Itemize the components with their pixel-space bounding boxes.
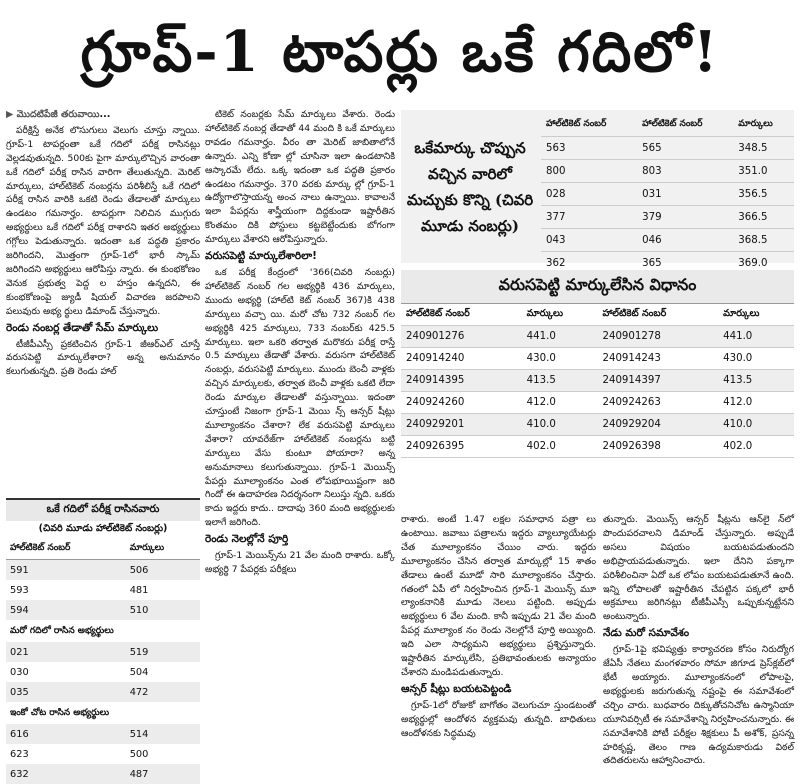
sequential-marks-title: వరుసపెట్టి మార్కులేసిన విధానం [401,270,794,304]
cell: 514 [126,724,200,744]
cell: 510 [126,600,200,620]
col4-para2: గ్రూప్‌-1పై భవిష్యత్తు కార్యాచరణ కోసం నిరుద్యోగ జేఏసీ నేతలు మంగళవారం సోమా జిగూడ ప్రెస్‌క్లబ్‌లో భేటీ అయ్యారు. మూల్యాంకనంలో లోపాలపై, అభ్యర్థులకు జరుగుతున్న నష్టంపై ఈ సమావేశంలో చర్చిం చారు. బుధవారం దిక్కుతోచనిచోట ఉస్మానియా యూనివర్సిటీ ఈ సమావేశాన్ని నిర్వహించనున్నారు. ఈ సమావేశానికి పోటీ పరీక్షల శిక్షకులు పీ అశోక్‌, ప్రసన్న హరికృష్ణ, తెలం గాణ ఉద్యమకారుడు విఠల్‌ తదితరులను ఆహ్వానించారు. [603,644,794,767]
cell: 591 [6,560,126,581]
cell: 351.0 [733,160,794,183]
col2-para1: టికెట్‌ నంబర్లకు సేమ్‌ మార్కులు వేశారు. రెండు హాల్‌టికెట్‌ నంబర్ల తేడాతో 44 మంది కి ఒకే మార్కులు రావడం గమనార్హం. వీరం తా మెరిట్‌ జాబితాలోనే ఉన్నారు. ఎన్ని కోణా ల్లో చూసినా ఇలా ఉండటానికి ఆస్కారమే లేదు. ఒక్క ఇదంతా ఒక పద్ధతి ప్రకారం ఉండటం గమనార్హం. 370 వరకు మార్కు ల్లో గ్రూప్‌-1 ఉద్యోగాలొస్తాయన్న అంచ నాలు ఉన్నాయి. కావాలనే ఇలా పేపర్లను శాస్త్రీయంగా దిద్దకుండా ఇష్టారీతిన కొంతమం దికి పోస్టులు కట్టబెట్టేందుకు బోగంగా మార్కులు వేశారని ఆరోపిస్తున్నారు. [205,109,395,246]
cell: 240929201 [401,414,522,436]
col-header: మార్కులు [718,304,794,326]
cell: 240914397 [597,370,718,392]
cell: 240914395 [401,370,522,392]
cell: 043 [541,229,637,252]
cell: 240901278 [597,326,718,348]
col3-para2: గ్రూప్‌-1లో రోజుకో బాగోతం వెలుగుచూ స్తుండటంతో అభ్యర్థుల్లో ఆందోళన వ్యక్తమవు తున్నది. బాధితులు ఆందోళనకు సిద్ధమవు [401,699,596,739]
cell: 240926395 [401,436,522,458]
cell: 021 [6,642,126,662]
cell: 362 [541,252,637,275]
cell: 565 [637,137,733,160]
cell: 369.0 [733,252,794,275]
cell: 441.0 [522,326,598,348]
cell: 413.5 [522,370,598,392]
col-header: మార్కులు [733,114,794,137]
col2-para3: గ్రూప్‌-1 మెయిన్స్‌ను 21 వేల మంది రాశారు. ఒక్కో అభ్యర్థి 7 పేపర్లకు పరీక్షలు [205,550,395,575]
cell: 563 [541,137,637,160]
cell: 441.0 [718,326,794,348]
cell: 240914243 [597,348,718,370]
cell: 430.0 [718,348,794,370]
headline: గ్రూప్‌-1 టాపర్లు ఒకే గదిలో! [80,19,720,85]
cell: 356.5 [733,183,794,206]
cell: 030 [10,666,29,678]
cell: 365 [637,252,733,275]
sequential-marks-box [401,270,794,458]
column-4 [603,513,794,768]
col2-para2: ఒక పరీక్ష కేంద్రంలో '366(చివరి నంబర్లు) హాల్‌టికెట్‌ నంబర్‌ గల అభ్యర్థికి 436 మార్కులు, ముందు అభ్యర్థి (హాల్‌టి కెట్‌ నంబర్‌ 367)కి 438 మార్కులు వచ్చా యి. మరో చోట 732 నంబర్‌ గల అభ్యర్థికి 425 మార్కులు, 733 నంబర్‌కు 425.5 మార్కులు. ఇలా ఒకరి తర్వాత మరొకరు పరీక్ష రాస్తే 0.5 మార్కులు తేడాతో వేశారు. వరుసగా హాల్‌టికెట్‌ నంబర్లు, వరుసపెట్టి మార్కులు. ముందు బెంచీ వాళ్లకు వచ్చిన మార్కులకు, తర్వాత బెంచీ వాళ్లకు ఒకటి లేదా రెండు మార్కుల తేడాలతో వస్తున్నాయి. ఇదంతా చూస్తుంటే నిజంగా గ్రూప్‌-1 మెయి న్స్‌ ఆన్సర్‌ షీట్లు మూల్యాంకనం చేశారా? లేక వరుసపెట్టి మార్కులు వేశారా? యావరేజ్‌గా హాల్‌టికెట్‌ నంబర్లను బట్టి మార్కులు వేసు కుంటూ పోయారా? అన్న అనుమానాలు కలుగుతున్నాయి. గ్రూప్‌-1 మెయిన్స్‌ పేపర్లు మూల్యాంకనం ఎంత లోపభూయిష్టంగా జరి గిందో ఈ ఉదాహరణ నిదర్శనంగా నిలుస్తు న్నది. ఒకరు కాదు ఇద్దరు కాదు.. దాదాపు 360 మంది అభ్యర్థులకు ఇలాగే జరిగింది. [205,266,395,529]
cell: 366.5 [733,206,794,229]
column-3 [401,513,596,741]
sequential-marks-table [401,304,794,458]
cell: 412.0 [718,392,794,414]
cell: 472 [126,682,200,702]
cell: 240924263 [597,392,718,414]
cell: 368.5 [733,229,794,252]
col-header: హాల్‌టికెట్‌ నంబర్‌ [6,539,126,560]
col1-subheading: రెండు నంబర్ల తేడాతో సేమ్‌ మార్కులు [6,321,159,334]
cell: 519 [126,642,200,662]
cell: 240926398 [597,436,718,458]
col-header: మార్కులు [126,539,200,560]
cell: 481 [129,584,149,596]
cell: 046 [637,229,733,252]
cell: 593 [10,584,29,596]
cell: 402.0 [522,436,598,458]
cell: 028 [541,183,637,206]
cell: 803 [637,160,733,183]
kicker-text: మొదటిపేజీ తరువాయి [16,109,100,120]
cell: 031 [637,183,733,206]
cell: 430.0 [522,348,598,370]
same-marks-box [401,110,794,269]
group-label: మరో గదిలో రాసిన అభ్యర్థులు [10,626,114,636]
triangle-icon: ▶ [6,109,17,120]
cell: 410.0 [718,414,794,436]
cell: 487 [126,764,200,784]
cell: 413.5 [718,370,794,392]
col4-para1: తున్నారు. మెయిన్స్‌ ఆన్సర్‌ షీట్లను ఆన్‌లై న్‌లో పొందుపరచాలని డిమాండ్‌ చేస్తున్నారు. అప్పుడే అసలు విషయం బయటపడుతుందని అభిప్రాయపడుతున్నారు. ఇలా దేనిని పక్కాగా పరిశీలించినా ఏదో ఒక లోపం బయటపడుతూనే ఉంది. ఇన్ని లోపాలతో ఇష్టారీతిన చేపట్టిన పక్కలో భారీ అక్రమాలు జరిగినట్లు టీజీపీఎస్సీ ఒప్పుకున్నట్టేనని అంటున్నారు. [603,514,794,623]
cell: 240924260 [401,392,522,414]
cell: 506 [126,560,200,581]
col-header: హాల్‌టికెట్‌ నంబర్‌ [637,114,733,137]
col1-para1: పరీక్షిస్తే అనేక లొసుగులు వెలుగు చూస్తు న్నాయి. గ్రూప్‌-1 టాపర్లంతా ఒకే గదిలో పరీక్ష రాసినట్లు వెల్లడవుతున్నది. 500కు పైగా మార్కులొచ్చిన వారంతా ఒకే గదిలో పరీక్ష రాసిన వారిగా తేలుతున్నది. మెరిట్‌ మార్కులు, హాల్‌టికెట్‌ నంబర్లను పరిశీలిస్తే ఒకే గదిలో పరీక్ష రాసిన వారికి ఒకటి రెండు తేడాలతో మార్కులు ఉండటం గమనార్హం. టాపర్లుగా నిలిచిన ముగ్గురు అభ్యర్థులు ఒకే గదిలో పరీక్ష రాశారని ఇతర అభ్యర్థులు గగ్గోలు పెడుతున్నారు. ఇదంతా ఒక పద్ధతి ప్రకారం జరిగిందని, మొత్తంగా గ్రూప్‌-1లో భారీ స్కామ్‌ జరిగిందని అభ్యర్థులు ఆరోపిస్తు న్నారు. ఈ కుంభకోణం వెనుక ప్రభుత్వ పెద్ద ల హస్తం ఉన్నదని, ఈ కుంభకోణంపై జ్యుడీ షియల్‌ విచారణ జరపాలని పలువురు అభ్య ర్థులు డిమాండ్‌ చేస్తున్నారు. [6,124,200,317]
same-room-grid [6,539,200,784]
cell: 412.0 [522,392,598,414]
cell: 594 [6,600,126,620]
cell: 402.0 [718,436,794,458]
group-label: ఇంకో చోట రాసిన అభ్యర్థులు [10,708,110,718]
kicker: ▶ మొదటిపేజీ తరువాయి... [6,109,111,120]
cell: 632 [6,764,126,784]
cell: 504 [129,666,149,678]
col1-para2: టీజీపీఎస్సీ ప్రకటించిన గ్రూప్‌-1 జీఆర్‌ఎల్‌ చూస్తే వరుసపెట్టి మార్కులేశారా? అన్న అనుమానం కలుగుతున్నది. ప్రతి రెండు హాల్‌ [6,338,200,378]
cell: 500 [129,748,149,760]
col4-subheading: నేడు మరో సమావేశం [603,627,690,640]
same-room-table-title: ఒకే గదిలో పరీక్ష రాసినవారు [6,498,200,521]
column-2 [205,108,395,577]
cell: 240914240 [401,348,522,370]
column-1 [6,108,200,379]
col2-subheading: రెండు నెలల్లోనే పూర్తి [205,533,289,546]
same-marks-table [541,114,794,275]
same-room-table-subtitle: (చివరి మూడు హాల్‌టికెట్‌ నంబర్లు) [38,523,168,534]
col-header: హాల్‌టికెట్‌ నంబర్‌ [597,304,718,326]
col3-subheading: ఆన్సర్‌ షీట్లు బయటపెట్టండి [401,682,512,695]
cell: 623 [10,748,29,760]
cell: 377 [541,206,637,229]
same-marks-caption: ఒకేమార్కు చొప్పున వచ్చిన వారిలో మచ్చుకు కొన్ని (చివరి మూడు నంబర్లు) [406,138,534,235]
cell: 410.0 [522,414,598,436]
cell: 800 [541,160,637,183]
col2-subheading: వరుసపెట్టి మార్కులేశారిలా! [205,250,317,263]
cell: 616 [6,724,126,744]
cell: 035 [6,682,126,702]
cell: 240929204 [597,414,718,436]
col-header: మార్కులు [522,304,598,326]
cell: 379 [637,206,733,229]
col-header: హాల్‌టికెట్‌ నంబర్‌ [541,114,637,137]
cell: 348.5 [733,137,794,160]
col3-para1: రాశారు. అంటే 1.47 లక్షల సమాధాన పత్రా లు ఉంటాయి. జవాబు పత్రాలను ఇద్దరు వ్యాల్యూయేటర్లు చేత మూల్యాంకనం చేయిం చారు. ఇద్దరు మూల్యాంకనం చేసిన తర్వాత మార్కుల్లో 15 శాతం తేడాలు ఉంటే మూడో సారి మూల్యాంకనం చేస్తారు. గతంలో ఏపీ లో నిర్వహించిన గ్రూప్‌-1 మెయిన్స్‌ మూ ల్యాంకనానికి మూడు నెలలు పట్టింది. అప్పుడు అభ్యర్థులు 6 వేల మంది. కానీ ఇప్పుడు 21 వేల మంది పేపర్ల మూల్యాంక నం రెండు నెలల్లోనే పూర్తి అయ్యింది. ఇది ఎలా సాధ్యమని అభ్యర్థులు ప్రశ్నిస్తున్నారు. ఇష్టారీతిన మార్కులేసి, ప్రతిభావంతులకు అన్యాయం చేశారని మండిపడుతున్నారు. [401,514,596,678]
cell: 240901276 [401,326,522,348]
col-header: హాల్‌టికెట్‌ నంబర్‌ [401,304,522,326]
same-room-table [6,498,200,784]
